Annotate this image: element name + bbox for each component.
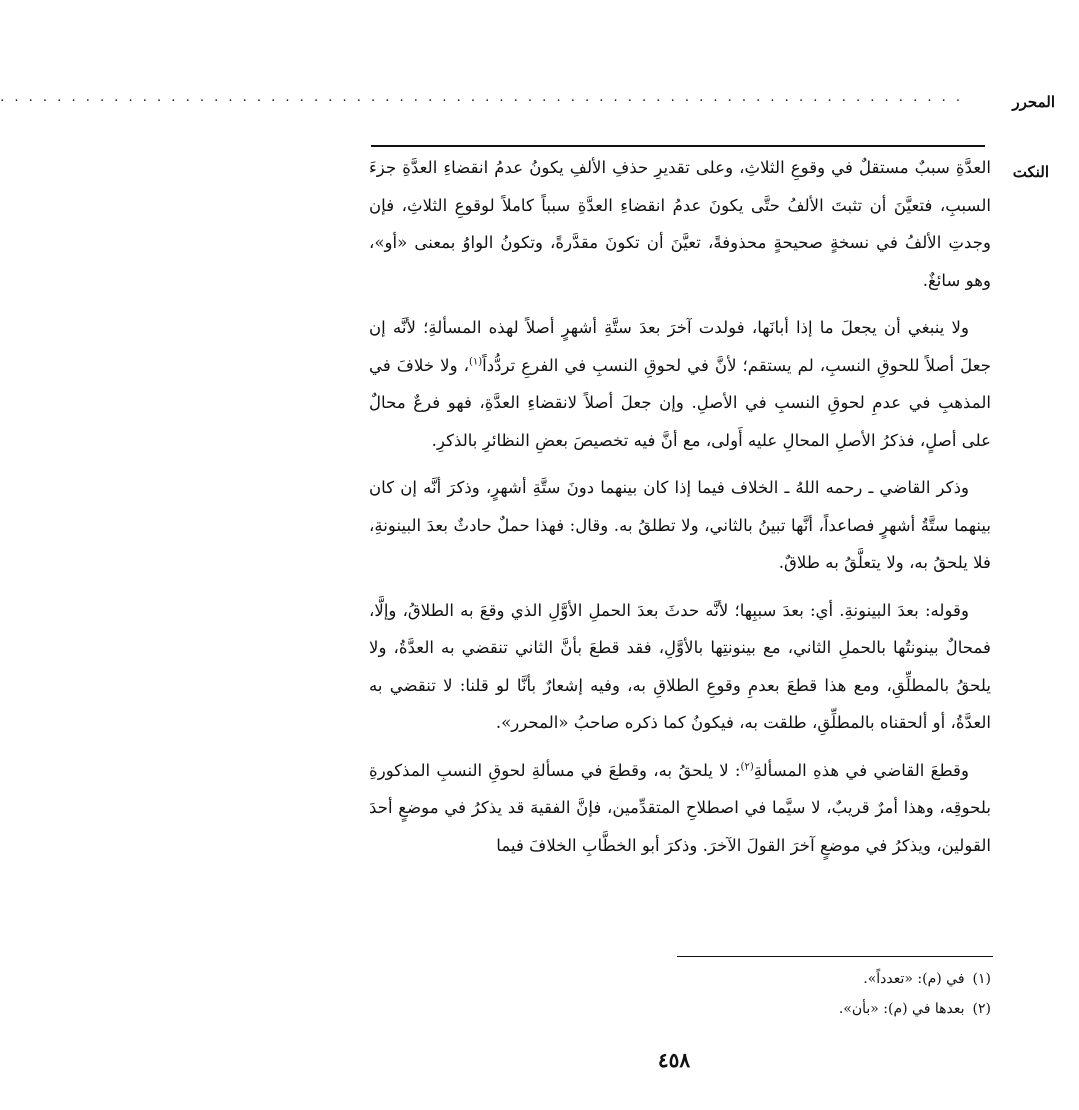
footnote-separator xyxy=(677,956,993,957)
footnote-text: بعدها في (م): «بأن». xyxy=(838,1001,965,1017)
footnote-ref-2[interactable]: (٢) xyxy=(740,760,754,772)
paragraph-5-part-2: : لا يلحقُ به، وقطعَ في مسألةِ لحوقِ النسبِ المذكورةِ بلحوقِه، وهذا أمرٌ قريبٌ، لا سيَّما في اصطلاحِ المتقدِّمين، فإنَّ الفقيهَ قد يذكرُ في موضعٍ أحدَ القولين، ويذكرُ في موضعٍ آخرَ القولَ الآخرَ. وذكرَ أبو الخطَّابِ الخلافَ فيما xyxy=(369,760,991,855)
running-head xyxy=(0,88,1055,118)
body-text xyxy=(369,149,991,864)
side-label: النكت xyxy=(1012,163,1049,181)
paragraph-3: وذكر القاضي ـ رحمه اللهُ ـ الخلاف فيما إذا كان بينهما دونَ ستَّةِ أشهرٍ، وذكرَ أنَّه إن كان بينهما ستَّةُ أشهرٍ فصاعداً، أنَّها تبينُ بالثاني، ولا تطلقُ به. وقال: فهذا حملٌ حادثٌ بعدَ البينونةِ، فلا يلحقُ به، ولا يتعلَّقُ به طلاقٌ. xyxy=(369,478,991,572)
page-number: ٤٥٨ xyxy=(657,1048,691,1072)
paragraph-1: العدَّةِ سببٌ مستقلٌ في وقوعِ الثلاثِ، وعلى تقديرِ حذفِ الألفِ يكونُ عدمُ انقضاءِ العدَّةِ جزءَ السببِ، فتعيَّنَ أن تثبتَ الألفُ حتَّى يكونَ عدمُ انقضاءِ العدَّةِ سبباً كاملاً لوقوعِ الثلاثِ، فإن وجدتِ الألفُ في نسخةٍ صحيحةٍ محذوفةً، تعيَّنَ أن تكونَ مقدَّرةً، وتكونُ الواوُ بمعنى «أو»، وهو سائغٌ. xyxy=(369,158,991,290)
footnotes xyxy=(651,964,991,1024)
footnote-text: في (م): «تعدداً». xyxy=(863,971,965,987)
footnote-ref-1[interactable]: (١) xyxy=(468,355,483,367)
footnote-2 xyxy=(651,994,991,1024)
paragraph-2-part-2: ، ولا خلافَ في المذهبِ في عدمِ لحوقِ النسبِ في الأصلِ. وإن جعلَ أصلاً لانقضاءِ العدَّةِ، فهو فرعٌ محالٌ على أصلٍ، فذكرُ الأصلِ المحالِ عليه أَولى، مع أنَّ فيه تخصيصَ بعضِ النظائرِ بالذكرِ. xyxy=(369,355,991,450)
footnote-number: (٢) xyxy=(972,1001,991,1017)
paragraph-2-part-1: ولا ينبغي أن يجعلَ ما إذا أبانَها، فولدت آخرَ بعدَ ستَّةِ أشهرٍ أصلاً لهذه المسألةِ؛ لأنَّه إن جعلَ أصلاً للحوقِ النسبِ، لم يستقم؛ لأنَّ في لحوقِ النسبِ في الفرعِ تردُّداً xyxy=(369,318,991,375)
footnote-1 xyxy=(651,964,991,994)
header-rule xyxy=(371,145,985,147)
running-title: المحرر xyxy=(1012,93,1055,111)
paragraph-5 xyxy=(369,752,991,865)
paragraph-5-part-1: وقطعَ القاضي في هذهِ المسألةِ xyxy=(753,760,970,780)
footnote-number: (١) xyxy=(972,971,991,987)
leader-dots: . . . . . . . . . . . . . . . . . . . . . . . . . . . . . . . . . . . . . . . . . . . . . . . . . . . . . . . . . . . . . . . . . . . . xyxy=(0,90,963,105)
paragraph-2 xyxy=(369,309,991,459)
paragraph-4: وقوله: بعدَ البينونةِ. أي: بعدَ سببِها؛ لأنَّه حدثَ بعدَ الحملِ الأوَّلِ الذي وقعَ به الطلاقُ، وإلَّا، فمحالٌ بينونتُها بالحملِ الثاني، مع بينونتِها بالأوَّلِ، فقد قطعَ بأنَّ الثاني تنقضي به العدَّةُ، ولا يلحقُ بالمطلِّقِ، ومع هذا قطعَ بعدمِ وقوعِ الطلاقِ به، وفيه إشعارٌ بأنَّا لو قلنا: لا تنقضي به العدَّةُ، أو ألحقناه بالمطلِّقِ، طلقت به، فيكونُ كما ذكره صاحبُ «المحرر». xyxy=(369,600,991,732)
